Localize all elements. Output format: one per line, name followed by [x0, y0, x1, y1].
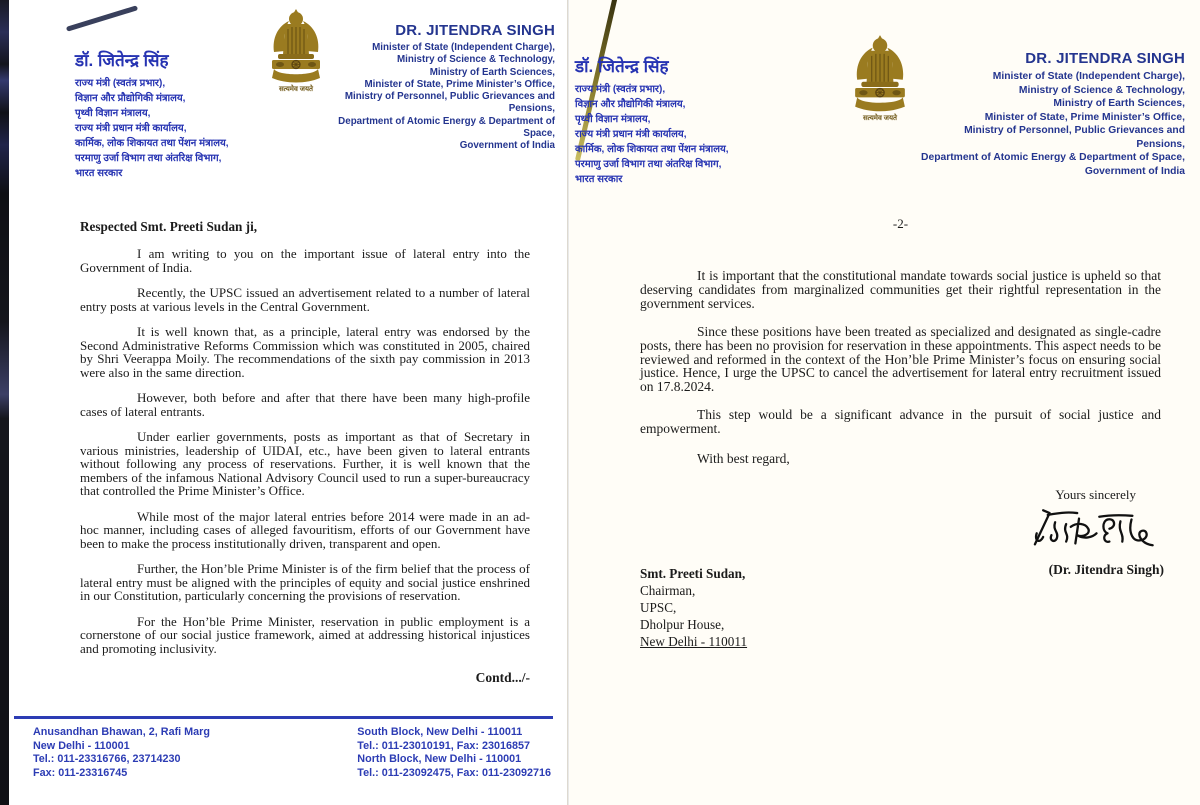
minister-title-english-line: Ministry of Earth Sciences, [429, 66, 555, 78]
letterhead-footer [14, 716, 553, 780]
minister-title-hindi-line: विज्ञान और प्रौद्योगिकी मंत्रालय, [75, 93, 186, 104]
minister-title-hindi-line: राज्य मंत्री (स्वतंत्र प्रभार), [575, 84, 666, 95]
minister-title-english-line: Government of India [459, 140, 555, 152]
footer-line: Tel.: 011-23010191, Fax: 23016857 [357, 739, 530, 752]
recipient-address [640, 565, 747, 650]
recipient-line: Dholpur House, [640, 617, 725, 632]
minister-title-hindi-line: पृथ्वी विज्ञान मंत्रालय, [575, 114, 651, 125]
signatory-name: (Dr. Jitendra Singh) [1048, 562, 1164, 577]
scan-edge-strip [0, 0, 9, 805]
closing-line: With best regard, [697, 451, 790, 467]
recipient-line: UPSC, [640, 600, 677, 615]
minister-title-hindi-line: राज्य मंत्री (स्वतंत्र प्रभार), [75, 78, 166, 89]
footer-line: Fax: 011-23316745 [33, 766, 128, 779]
footer-line: Tel.: 011-23316766, 23714230 [33, 753, 181, 765]
continuation-mark: Contd.../- [475, 670, 530, 685]
minister-title-hindi-line: परमाणु उर्जा विभाग तथा अंतरिक्ष विभाग, [575, 159, 722, 170]
minister-name-hindi: डॉ. जितेन्द्र सिंह [575, 57, 669, 76]
minister-title-english-line: Minister of State (Independent Charge), [992, 71, 1185, 82]
minister-title-hindi-line: राज्य मंत्री प्रधान मंत्री कार्यालय, [75, 123, 187, 134]
page-number: -2- [892, 216, 909, 231]
minister-title-english-line: Government of India [1084, 165, 1185, 177]
minister-title-english-line: Ministry of Science & Technology, [396, 54, 555, 66]
footer-line: Anusandhan Bhawan, 2, Rafi Marg [33, 726, 210, 738]
emblem-motto: सत्यमेव जयते [862, 115, 898, 122]
minister-identity-hindi [75, 48, 261, 181]
footer-line: New Delhi - 110001 [33, 739, 130, 752]
minister-identity-english [915, 50, 1185, 178]
body-paragraph: Since these positions have been treated as specialized and designated as single-cadre posts, there has been no provision for reservation in these appointments. This aspect needs to be reviewed and reformed in the context of the Hon’ble Prime Minister’s focus on ensuring social justice. Hence, I urge the UPSC to cancel the advertisement for lateral entry recruitment issued on 17.8.2024. [640, 323, 1161, 395]
body-paragraph: I am writing to you on the important issue of lateral entry into the Government of India. [80, 246, 530, 275]
minister-title-hindi-line: भारत सरकार [75, 168, 123, 179]
minister-title-english-line: Ministry of Science & Technology, [1018, 84, 1185, 96]
minister-title-english-line: Ministry of Personnel, Public Grievances and Pensions, [964, 125, 1185, 150]
minister-title-hindi-line: कार्मिक, लोक शिकायत तथा पेंशन मंत्रालय, [75, 138, 229, 149]
footer-line: Tel.: 011-23092475, Fax: 011-23092716 [357, 766, 551, 779]
body-paragraph: It is important that the constitutional mandate towards social justice is upheld so that deserving candidates from marginalized communities get their rightful representation in the government services. [640, 268, 1161, 311]
salutation: Respected Smt. Preeti Sudan ji, [80, 219, 258, 234]
minister-title-english-line: Minister of State, Prime Minister’s Office, [364, 78, 555, 90]
letter-body-page-1 [80, 219, 530, 686]
body-paragraph: Recently, the UPSC issued an advertisement related to a number of lateral entry posts at various levels in the Central Government. [80, 285, 530, 314]
body-paragraph: Under earlier governments, posts as important as that of Secretary in various ministries, leadership of UIDAI, etc., have been given to lateral entrants without following any process of reservations. Further, it is well known that the members of the infamous National Advisory Council used to run a super-bureaucracy that controlled the Prime Minister’s Office. [80, 429, 530, 498]
recipient-line: New Delhi - 110011 [640, 634, 748, 649]
minister-title-hindi-line: कार्मिक, लोक शिकायत तथा पेंशन मंत्रालय, [575, 144, 729, 155]
minister-name-english: DR. JITENDRA SINGH [395, 22, 555, 39]
footer-address-left [33, 726, 210, 780]
recipient-line: Chairman, [640, 583, 696, 598]
minister-title-english-line: Ministry of Earth Sciences, [1053, 98, 1185, 109]
footer-line: South Block, New Delhi - 110011 [357, 726, 523, 738]
body-paragraph: It is well known that, as a principle, lateral entry was endorsed by the Second Administrative Reforms Commission which was constituted in 2005, chaired by Shri Veerappa Moily. The recommendations of the sixth pay commission in 2013 were also in the same direction. [80, 324, 530, 380]
valediction: Yours sincerely [1055, 487, 1136, 502]
minister-title-english-line: Minister of State, Prime Minister’s Office, [984, 111, 1185, 123]
emblem-of-india-icon [845, 34, 915, 123]
body-paragraph: Further, the Hon’ble Prime Minister is of the firm belief that the process of lateral entry must be aligned with the principles of equity and social justice enshrined in our Constitution, particularly concerning the provisions of reservation. [80, 561, 530, 603]
signature-block [934, 487, 1164, 578]
minister-title-hindi-line: परमाणु उर्जा विभाग तथा अंतरिक्ष विभाग, [75, 153, 222, 164]
minister-title-hindi-line: पृथ्वी विज्ञान मंत्रालय, [75, 108, 151, 119]
minister-title-english-line: Department of Atomic Energy & Department of Space, [921, 152, 1185, 163]
minister-title-hindi-line: विज्ञान और प्रौद्योगिकी मंत्रालय, [575, 99, 686, 110]
minister-identity-hindi [575, 54, 761, 187]
recipient-line: Smt. Preeti Sudan, [640, 566, 746, 581]
body-paragraph: While most of the major lateral entries before 2014 were made in an ad-hoc manner, including cases of alleged favouritism, efforts of our Government have been to make the process institutionally driven, transparent and open. [80, 508, 530, 551]
minister-name-hindi: डॉ. जितेन्द्र सिंह [75, 51, 169, 70]
footer-address-right [357, 726, 551, 780]
body-paragraph: However, both before and after that there have been many high-profile cases of lateral entrants. [80, 390, 530, 419]
body-paragraph: This step would be a significant advance in the pursuit of social justice and empowerment. [640, 407, 1161, 437]
body-paragraph: For the Hon’ble Prime Minister, reservation in public employment is a cornerstone of our social justice framework, aimed at addressing historical injustices and promoting inclusivity. [80, 613, 530, 656]
footer-line: North Block, New Delhi - 110001 [357, 753, 522, 765]
minister-title-english-line: Department of Atomic Energy & Department of Space, [338, 115, 555, 140]
emblem-motto: सत्यमेव जयते [278, 86, 314, 93]
minister-title-english-line: Minister of State (Independent Charge), [372, 42, 555, 53]
minister-identity-english [331, 22, 555, 153]
letter-page-1 [9, 0, 568, 805]
letter-page-2 [569, 0, 1200, 805]
emblem-of-india-icon [261, 8, 331, 94]
minister-title-english-line: Ministry of Personnel, Public Grievances and Pensions, [344, 91, 555, 115]
letterhead [575, 34, 1185, 187]
letterhead [75, 8, 555, 181]
minister-title-hindi-line: राज्य मंत्री प्रधान मंत्री कार्यालय, [575, 129, 687, 140]
minister-title-hindi-line: भारत सरकार [575, 174, 623, 185]
signature-scribble [1022, 505, 1160, 557]
letter-body-page-2 [640, 216, 1161, 467]
minister-name-english: DR. JITENDRA SINGH [1025, 50, 1185, 67]
